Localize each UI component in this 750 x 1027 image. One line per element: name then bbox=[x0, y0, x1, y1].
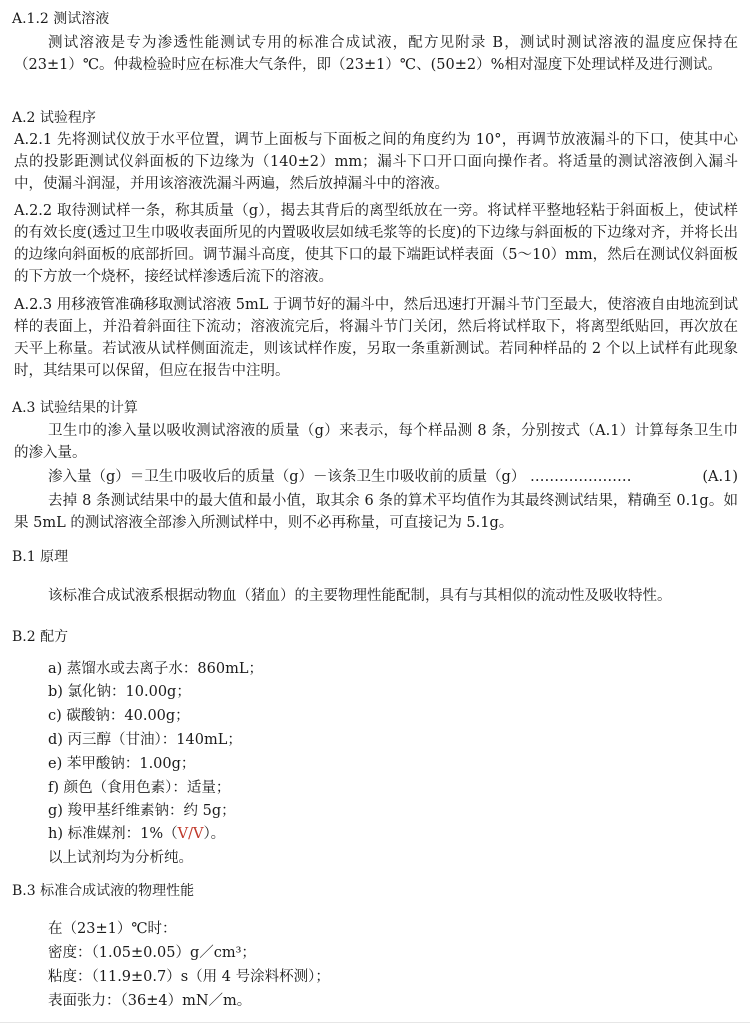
section-heading-a12: A.1.2 测试溶液 bbox=[12, 11, 110, 27]
paragraph-a12: 测试溶液是专为渗透性能测试专用的标准合成试液，配方见附录 B，测试时测试溶液的温度应保持在（23±1）℃。仲裁检验时应在标准大气条件，即（23±1）℃、(50±2）%相对湿度下处理试样及进行测试。 bbox=[14, 35, 738, 73]
formula-a1 bbox=[48, 466, 738, 488]
formula-text: 渗入量（g）＝卫生巾吸收后的质量（g）－该条卫生巾吸收前的质量（g） bbox=[48, 469, 526, 485]
property-surface-tension: 表面张力：（36±4）mN／m。 bbox=[48, 993, 252, 1009]
paragraph-a22: A.2.2 取待测试样一条，称其质量（g），揭去其背后的离型纸放在一旁。将试样平整地轻粘于斜面板上，使试样的有效长度(透过卫生巾吸收表面所见的内置吸收层如绒毛浆等的长度)的下边缘与斜面板的下边缘对齐，并将长出的边缘向斜面板的底部折回。调节漏斗高度，使其下口的最下端距试样表面（5～10）mm，然后在测试仪斜面板的下方放一个烧杯，接经试样渗透后流下的溶液。 bbox=[14, 203, 738, 285]
formula-item-h-suffix: ）。 bbox=[203, 826, 226, 842]
section-heading-b2: B.2 配方 bbox=[12, 629, 69, 645]
page-bottom-divider bbox=[0, 1022, 750, 1023]
formula-item-d: d) 丙三醇（甘油）：140mL； bbox=[48, 732, 242, 748]
formula-item-a: a) 蒸馏水或去离子水：860mL； bbox=[48, 661, 263, 677]
reagent-note: 以上试剂均为分析纯。 bbox=[48, 850, 193, 866]
paragraph-a23: A.2.3 用移液管准确移取测试溶液 5mL 于调节好的漏斗中，然后迅速打开漏斗节门至最大，使溶液自由地流到试样的表面上，并沿着斜面往下流动；溶液流完后，将漏斗节门关闭，然后将试样取下，将离型纸贴回，再次放在天平上称量。若试液从试样侧面流走，则该试样作废，另取一条重新测试。若同种样品的 2 个以上试样有此现象时，其结果可以保留，但应在报告中注明。 bbox=[14, 297, 738, 379]
formula-item-b: b) 氯化钠：10.00g； bbox=[48, 684, 191, 700]
section-heading-a3: A.3 试验结果的计算 bbox=[12, 400, 138, 416]
paragraph-a21: A.2.1 先将测试仪放于水平位置，调节上面板与下面板之间的角度约为 10°，再调节放液漏斗的下口，使其中心点的投影距测试仪斜面板的下边缘为（140±2）mm；漏斗下口开口面向操作者。将适量的测试溶液倒入漏斗中，使漏斗润湿，并用该溶液洗漏斗两遍，然后放掉漏斗中的溶液。 bbox=[14, 132, 738, 192]
property-temperature: 在（23±1）℃时： bbox=[48, 921, 177, 937]
paragraph-a3-result: 去掉 8 条测试结果中的最大值和最小值，取其余 6 条的算术平均值作为其最终测试结果，精确至 0.1g。如果 5mL 的测试溶液全部渗入所测试样中，则不必再称量，可直接记为 5.1g。 bbox=[14, 493, 738, 531]
formula-item-h-prefix: h) 标准媒剂：1%（ bbox=[48, 826, 178, 842]
formula-item-e: e) 苯甲酸钠：1.00g； bbox=[48, 756, 196, 772]
section-heading-a2: A.2 试验程序 bbox=[12, 110, 96, 126]
paragraph-b1: 该标准合成试液系根据动物血（猪血）的主要物理性能配制，具有与其相似的流动性及吸收特性。 bbox=[48, 588, 672, 604]
formula-item-h bbox=[48, 823, 225, 845]
formula-item-f: f) 颜色（食用色素）：适量； bbox=[48, 780, 231, 796]
formula-item-h-unit: V/V bbox=[177, 826, 204, 842]
formula-number: (A.1) bbox=[702, 469, 738, 485]
property-density: 密度：（1.05±0.05）g／cm³； bbox=[48, 945, 256, 961]
formula-item-c: c) 碳酸钠：40.00g； bbox=[48, 708, 190, 724]
formula-dots: ………………… bbox=[529, 469, 632, 485]
paragraph-a3-intro: 卫生巾的渗入量以吸收测试溶液的质量（g）来表示，每个样品测 8 条，分别按式（A.1）计算每条卫生巾的渗入量。 bbox=[14, 423, 738, 461]
section-heading-b3: B.3 标准合成试液的物理性能 bbox=[12, 883, 195, 899]
formula-item-g: g) 羧甲基纤维素钠：约 5g； bbox=[48, 803, 236, 819]
section-heading-b1: B.1 原理 bbox=[12, 549, 69, 565]
property-viscosity: 粘度：（11.9±0.7）s（用 4 号涂料杯测）； bbox=[48, 969, 330, 985]
